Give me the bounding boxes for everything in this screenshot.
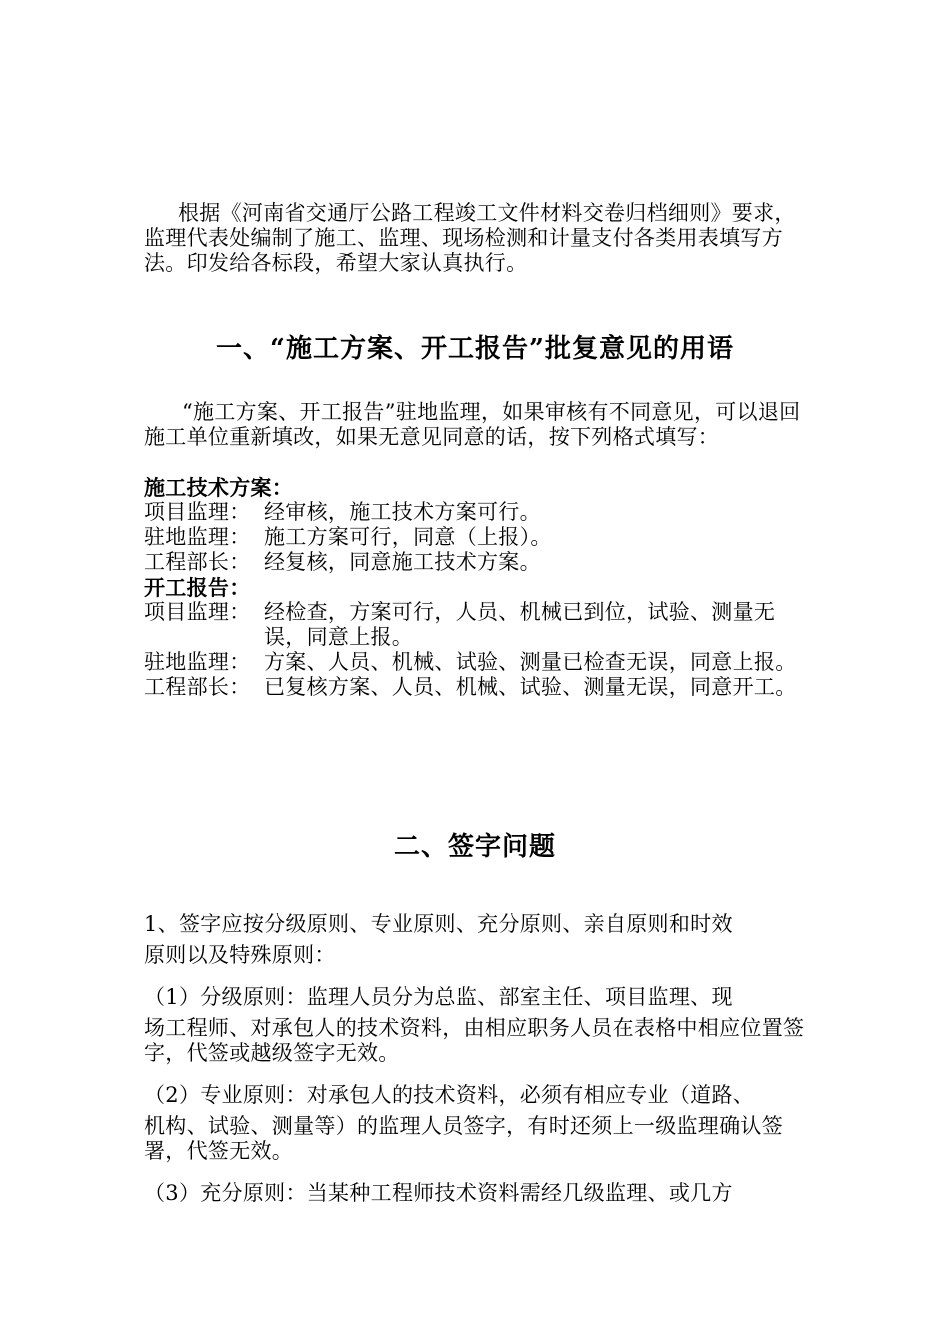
- item-continuation: 场工程师、对承包人的技术资料，由相应职务人员在表格中相应位置签字，代签或越级签字无效。: [144, 1016, 805, 1065]
- section1-paragraph: “施工方案、开工报告”驻地监理，如果审核有不同意见，可以退回施工单位重新填改，如果无意见同意的话，按下列格式填写：: [144, 400, 801, 449]
- role-label: 项目监理：: [144, 500, 251, 524]
- remark-text: 方案、人员、机械、试验、测量已检查无误，同意上报。: [264, 650, 797, 674]
- remark-text: 经检查，方案可行，人员、机械已到位，试验、测量无误，同意上报。: [264, 600, 776, 649]
- item-continuation: 机构、试验、测量等）的监理人员签字，有时还须上一级监理确认签署，代签无效。: [144, 1114, 783, 1163]
- section2-heading: 二、签字问题: [393, 832, 556, 862]
- intro-paragraph: 根据《河南省交通厅公路工程竣工文件材料交卷归档细则》要求，监理代表处编制了施工、监理、现场检测和计量支付各类用表填写方法。印发给各标段，希望大家认真执行。: [144, 201, 796, 275]
- construction-plan-title: 施工技术方案：: [144, 475, 294, 500]
- item-first-line: （1）分级原则：监理人员分为总监、部室主任、项目监理、现: [144, 985, 733, 1009]
- role-label: 项目监理：: [144, 600, 251, 624]
- remark-text: 经复核，同意施工技术方案。: [264, 550, 541, 574]
- signature-rule-item: [144, 978, 814, 1066]
- construction-plan-row: [144, 550, 814, 575]
- role-label: 工程部长：: [144, 550, 251, 574]
- section1-remarks: [144, 475, 814, 700]
- signature-rule-item: [144, 905, 814, 968]
- signature-rule-item: [144, 1174, 814, 1212]
- role-label: 工程部长：: [144, 675, 251, 699]
- remark-text: 经审核，施工技术方案可行。: [264, 500, 541, 524]
- start-report-row: [144, 650, 814, 675]
- remark-text: 施工方案可行，同意（上报）。: [264, 525, 552, 549]
- construction-plan-row: [144, 500, 814, 525]
- remark-text: 已复核方案、人员、机械、试验、测量无误，同意开工。: [264, 675, 797, 699]
- item-first-line: （2）专业原则：对承包人的技术资料，必须有相应专业（道路、: [144, 1083, 755, 1107]
- signature-rule-item: [144, 1076, 814, 1164]
- item-first-line: （3）充分原则：当某种工程师技术资料需经几级监理、或几方: [144, 1181, 733, 1205]
- section1-heading: 一、“施工方案、开工报告”批复意见的用语: [216, 334, 734, 364]
- section2-body: [144, 905, 814, 1212]
- role-label: 驻地监理：: [144, 650, 251, 674]
- construction-plan-row: [144, 525, 814, 550]
- role-label: 驻地监理：: [144, 525, 251, 549]
- start-report-title: 开工报告：: [144, 575, 251, 600]
- item-continuation: 原则以及特殊原则：: [144, 943, 336, 967]
- start-report-row: [144, 600, 814, 650]
- start-report-row: [144, 675, 814, 700]
- item-first-line: 1、签字应按分级原则、专业原则、充分原则、亲自原则和时效: [144, 912, 733, 936]
